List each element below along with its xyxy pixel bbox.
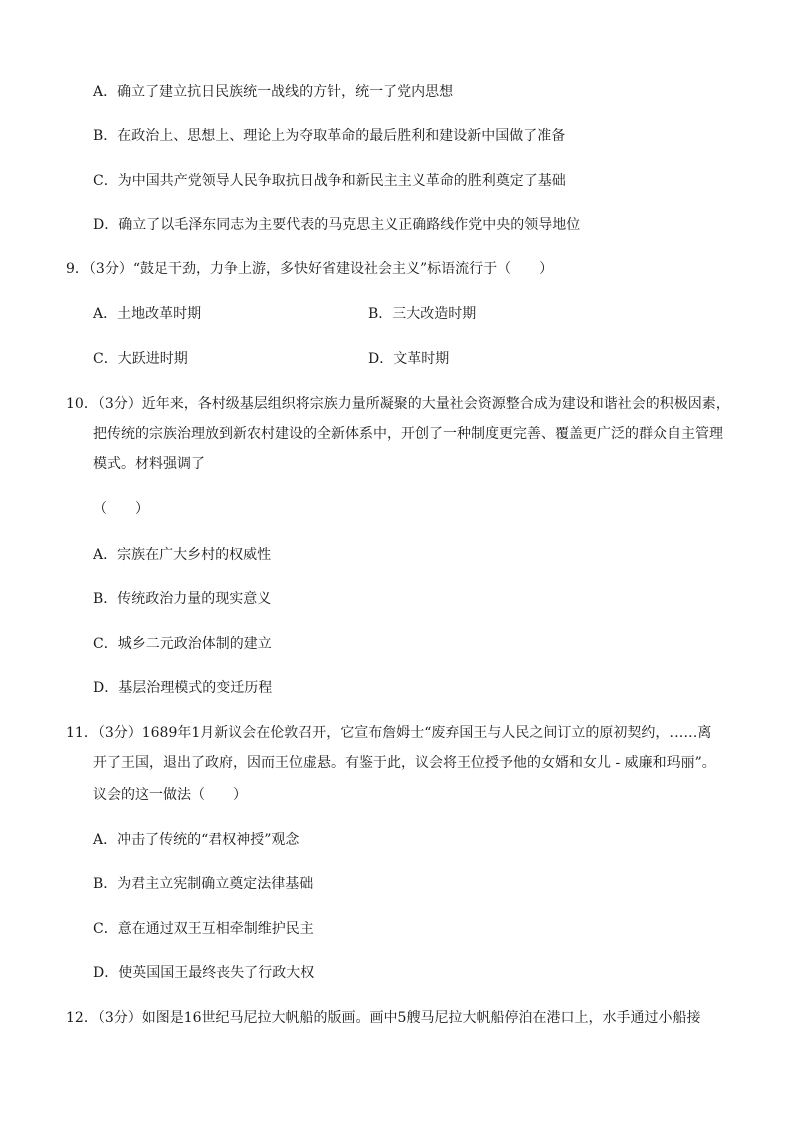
q10-stem-line-3: 模式。材料强调了 [93, 456, 205, 472]
q12-stem-line-1: 12．（3分）如图是16世纪马尼拉大帆船的版画。画中5艘马尼拉大帆船停泊在港口上，水手通过小船接 [66, 1010, 701, 1026]
q8-option-c: C．为中国共产党领导人民争取抗日战争和新民主主义革命的胜利奠定了基础 [93, 173, 566, 189]
q9-option-d: D．文革时期 [368, 351, 450, 367]
q8-option-a: A．确立了建立抗日民族统一战线的方针，统一了党内思想 [93, 84, 454, 100]
q8-option-b: B．在政治上、思想上、理论上为夺取革命的最后胜利和建设新中国做了准备 [93, 128, 566, 144]
q11-option-a: A．冲击了传统的“君权神授”观念 [93, 832, 300, 848]
q10-option-d: D．基层治理模式的变迁历程 [93, 680, 273, 696]
q11-stem-line-2: 开了王国，退出了政府，因而王位虚悬。有鉴于此，议会将王位授予他的女婿和女儿 - 威廉和玛丽”。 [93, 755, 716, 771]
q11-stem-line-3: 议会的这一做法（ ） [93, 787, 247, 803]
q9-option-a: A．土地改革时期 [93, 306, 202, 322]
q8-option-d: D．确立了以毛泽东同志为主要代表的马克思主义正确路线作党中央的领导地位 [93, 217, 581, 233]
q9-option-c: C．大跃进时期 [93, 351, 188, 367]
q10-answer-bracket: （ ） [93, 501, 149, 517]
q11-option-d: D．使英国国王最终丧失了行政大权 [93, 965, 315, 981]
q9-option-b: B．三大改造时期 [368, 306, 477, 322]
q11-option-c: C．意在通过双王互相牵制维护民主 [93, 921, 314, 937]
q10-option-c: C．城乡二元政治体制的建立 [93, 636, 272, 652]
q10-stem-line-2: 把传统的宗族治理放到新农村建设的全新体系中，开创了一种制度更完善、覆盖更广泛的群众自主管理 [93, 426, 723, 442]
q11-stem-line-1: 11．（3分）1689年1月新议会在伦敦召开，它宣布詹姆士“废弃国王与人民之间订立的原初契约，……离 [66, 725, 712, 741]
q11-option-b: B．为君主立宪制确立奠定法律基础 [93, 876, 314, 892]
q10-option-a: A．宗族在广大乡村的权威性 [93, 547, 272, 563]
q10-option-b: B．传统政治力量的现实意义 [93, 591, 272, 607]
q9-stem: 9．（3分）“鼓足干劲，力争上游，多快好省建设社会主义”标语流行于（ ） [66, 261, 554, 277]
q10-stem-line-1: 10．（3分）近年来，各村级基层组织将宗族力量所凝聚的大量社会资源整合成为建设和谐社会的积极因素， [66, 396, 730, 412]
